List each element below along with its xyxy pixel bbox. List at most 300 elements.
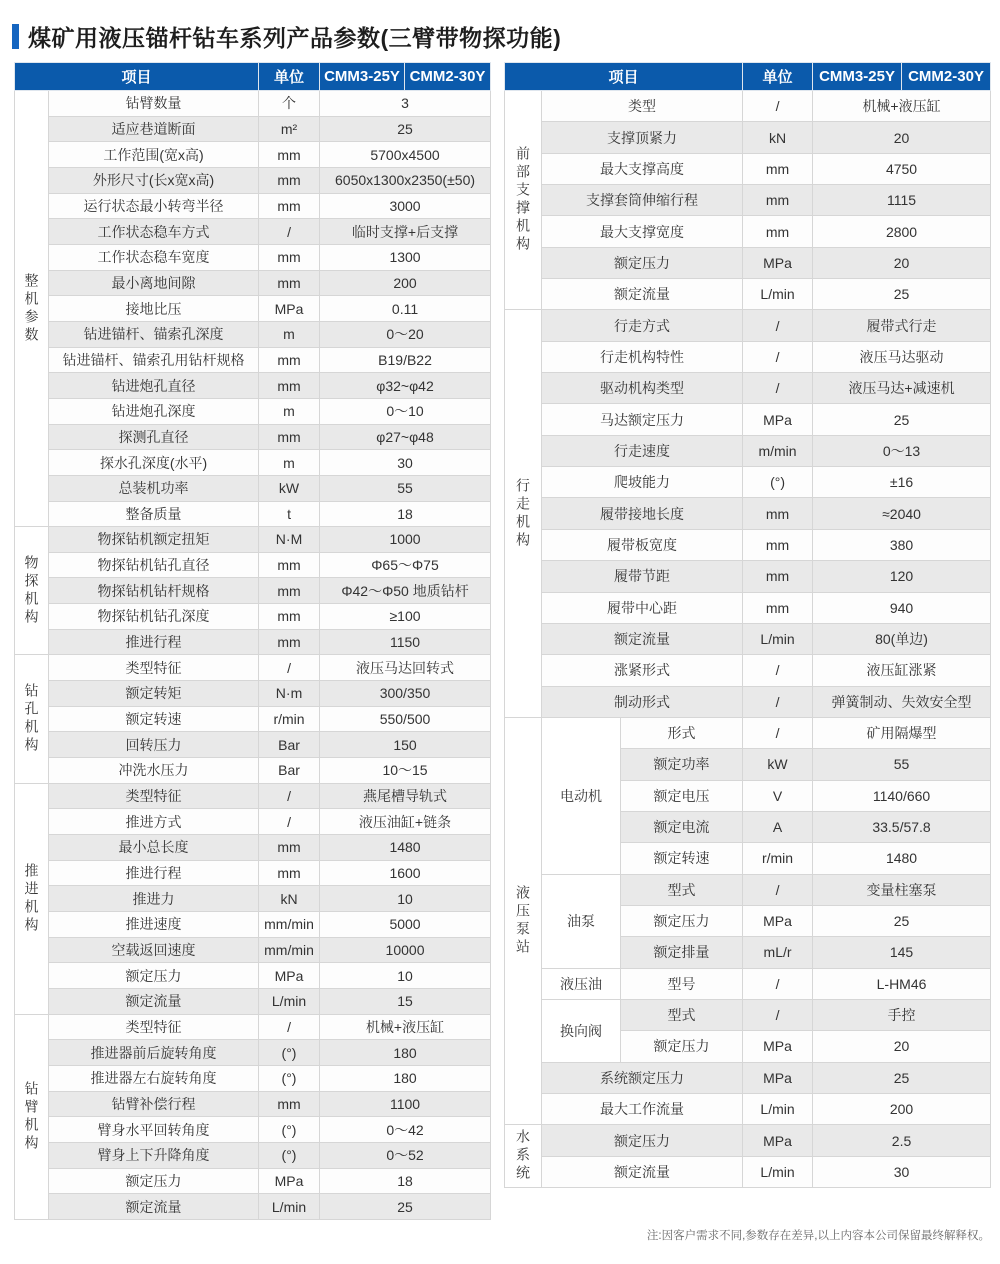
spec-value: 20: [813, 1031, 991, 1062]
column-header-model1: CMM3-25Y: [813, 63, 902, 91]
spec-value: 10000: [320, 937, 491, 963]
spec-item: 钻进锚杆、锚索孔用钻杆规格: [49, 347, 259, 373]
spec-value: 55: [320, 475, 491, 501]
spec-unit: /: [259, 783, 320, 809]
table-row: [15, 578, 491, 604]
table-row: [15, 860, 491, 886]
table-row: [15, 1142, 491, 1168]
spec-value: 6050x1300x2350(±50): [320, 167, 491, 193]
spec-value: 300/350: [320, 681, 491, 707]
spec-unit: mm: [743, 561, 813, 592]
spec-item: 物探钻机钻孔深度: [49, 604, 259, 630]
table-row: [15, 373, 491, 399]
spec-item: 物探钻机额定扭矩: [49, 527, 259, 553]
spec-value: 手控: [813, 999, 991, 1030]
spec-unit: m: [259, 321, 320, 347]
spec-unit: kN: [743, 122, 813, 153]
spec-item: 额定流量: [49, 1194, 259, 1220]
table-row: [15, 912, 491, 938]
table-row: [15, 116, 491, 142]
spec-item: 额定压力: [49, 1168, 259, 1194]
spec-value: 液压马达驱动: [813, 341, 991, 372]
spec-unit: A: [743, 811, 813, 842]
spec-unit: 个: [259, 91, 320, 117]
spec-unit: mm: [259, 347, 320, 373]
spec-value: 10: [320, 963, 491, 989]
spec-value: Φ42～Φ50 地质钻杆: [320, 578, 491, 604]
table-row: [505, 373, 991, 404]
group-label: 推进机构: [15, 783, 49, 1014]
spec-item: 爬坡能力: [542, 467, 743, 498]
spec-unit: /: [743, 655, 813, 686]
spec-unit: MPa: [743, 1125, 813, 1156]
spec-unit: m²: [259, 116, 320, 142]
spec-unit: /: [259, 1014, 320, 1040]
spec-value: 1100: [320, 1091, 491, 1117]
table-row: [15, 937, 491, 963]
subgroup-label: 液压油: [542, 968, 621, 999]
spec-value: 机械+液压缸: [813, 91, 991, 122]
spec-item: 型式: [621, 874, 743, 905]
spec-item: 类型: [542, 91, 743, 122]
spec-value: 18: [320, 501, 491, 527]
spec-value: 15: [320, 988, 491, 1014]
spec-unit: MPa: [743, 1031, 813, 1062]
spec-table-left: [14, 62, 491, 1220]
table-row: [15, 963, 491, 989]
table-row: [505, 153, 991, 184]
spec-unit: /: [743, 999, 813, 1030]
spec-unit: mL/r: [743, 937, 813, 968]
spec-item: 额定流量: [542, 279, 743, 310]
spec-unit: kW: [259, 475, 320, 501]
spec-item: 行走机构特性: [542, 341, 743, 372]
table-row: [505, 467, 991, 498]
table-row: [505, 592, 991, 623]
spec-value: 18: [320, 1168, 491, 1194]
spec-unit: mm: [259, 552, 320, 578]
spec-value: 液压油缸+链条: [320, 809, 491, 835]
column-header-model1: CMM3-25Y: [320, 63, 405, 91]
table-row: [15, 424, 491, 450]
spec-value: Φ65～Φ75: [320, 552, 491, 578]
table-row: [15, 475, 491, 501]
table-row: [15, 270, 491, 296]
group-label: 整机参数: [15, 91, 49, 527]
spec-item: 行走方式: [542, 310, 743, 341]
table-row: [15, 809, 491, 835]
spec-value: 30: [813, 1156, 991, 1187]
spec-value: φ32~φ42: [320, 373, 491, 399]
spec-value: 1150: [320, 629, 491, 655]
spec-unit: (°): [259, 1117, 320, 1143]
table-row: [15, 91, 491, 117]
spec-unit: /: [743, 341, 813, 372]
spec-item: 额定流量: [49, 988, 259, 1014]
table-row: [505, 1094, 991, 1125]
table-row: [15, 142, 491, 168]
spec-value: 履带式行走: [813, 310, 991, 341]
spec-unit: mm: [259, 424, 320, 450]
spec-item: 额定压力: [621, 905, 743, 936]
table-row: [505, 1125, 991, 1156]
table-row: [505, 404, 991, 435]
table-row: [505, 968, 991, 999]
table-row: [15, 244, 491, 270]
spec-unit: /: [259, 655, 320, 681]
table-row: [505, 498, 991, 529]
group-label: 钻臂机构: [15, 1014, 49, 1219]
spec-item: 类型特征: [49, 783, 259, 809]
spec-item: 推进力: [49, 886, 259, 912]
table-row: [15, 1091, 491, 1117]
column-header-model2: CMM2-30Y: [902, 63, 991, 91]
spec-unit: V: [743, 780, 813, 811]
spec-unit: mm/min: [259, 937, 320, 963]
spec-item: 履带接地长度: [542, 498, 743, 529]
spec-item: 额定流量: [542, 623, 743, 654]
table-row: [505, 655, 991, 686]
spec-unit: mm: [259, 142, 320, 168]
spec-value: 2.5: [813, 1125, 991, 1156]
spec-value: 33.5/57.8: [813, 811, 991, 842]
spec-unit: mm: [259, 270, 320, 296]
group-label: 钻孔机构: [15, 655, 49, 783]
spec-item: 推进行程: [49, 860, 259, 886]
table-row: [505, 91, 991, 122]
spec-item: 最大支撑高度: [542, 153, 743, 184]
spec-value: 机械+液压缸: [320, 1014, 491, 1040]
spec-item: 回转压力: [49, 732, 259, 758]
table-row: [505, 1062, 991, 1093]
spec-value: 1000: [320, 527, 491, 553]
spec-unit: N·m: [259, 681, 320, 707]
spec-item: 制动形式: [542, 686, 743, 717]
spec-value: 20: [813, 122, 991, 153]
spec-value: 25: [320, 116, 491, 142]
spec-value: 3000: [320, 193, 491, 219]
spec-unit: mm: [743, 216, 813, 247]
group-label: 物探机构: [15, 527, 49, 655]
table-row: [15, 783, 491, 809]
spec-item: 额定电流: [621, 811, 743, 842]
spec-item: 支撑顶紧力: [542, 122, 743, 153]
spec-value: 1140/660: [813, 780, 991, 811]
group-label: 前部支撑机构: [505, 91, 542, 310]
spec-value: 2800: [813, 216, 991, 247]
spec-item: 外形尺寸(长x宽x高): [49, 167, 259, 193]
column-header-model2: CMM2-30Y: [405, 63, 491, 91]
table-row: [15, 450, 491, 476]
spec-unit: MPa: [743, 905, 813, 936]
spec-value: 30: [320, 450, 491, 476]
spec-item: 额定转速: [621, 843, 743, 874]
table-row: [505, 247, 991, 278]
spec-value: φ27~φ48: [320, 424, 491, 450]
spec-unit: Bar: [259, 732, 320, 758]
spec-item: 推进器左右旋转角度: [49, 1065, 259, 1091]
spec-unit: L/min: [743, 279, 813, 310]
spec-value: 0～13: [813, 435, 991, 466]
spec-item: 最小离地间隙: [49, 270, 259, 296]
spec-unit: MPa: [743, 1062, 813, 1093]
table-row: [15, 193, 491, 219]
table-row: [15, 732, 491, 758]
column-header-item: 项目: [15, 63, 259, 91]
spec-item: 履带节距: [542, 561, 743, 592]
spec-item: 额定排量: [621, 937, 743, 968]
table-row: [505, 561, 991, 592]
table-row: [15, 1040, 491, 1066]
spec-value: 180: [320, 1065, 491, 1091]
spec-item: 总装机功率: [49, 475, 259, 501]
spec-unit: /: [743, 373, 813, 404]
spec-value: 4750: [813, 153, 991, 184]
spec-item: 额定压力: [49, 963, 259, 989]
spec-item: 支撑套筒伸缩行程: [542, 185, 743, 216]
spec-value: 55: [813, 749, 991, 780]
spec-unit: mm: [259, 373, 320, 399]
table-row: [15, 296, 491, 322]
spec-unit: L/min: [743, 623, 813, 654]
spec-unit: MPa: [259, 963, 320, 989]
spec-value: 液压马达回转式: [320, 655, 491, 681]
spec-value: 25: [813, 1062, 991, 1093]
spec-item: 臂身水平回转角度: [49, 1117, 259, 1143]
spec-value: 10: [320, 886, 491, 912]
spec-unit: m/min: [743, 435, 813, 466]
spec-unit: mm: [259, 860, 320, 886]
spec-value: 1600: [320, 860, 491, 886]
table-row: [15, 835, 491, 861]
column-header-unit: 单位: [259, 63, 320, 91]
table-row: [505, 529, 991, 560]
spec-item: 额定压力: [542, 247, 743, 278]
spec-unit: (°): [259, 1065, 320, 1091]
group-label: 行走机构: [505, 310, 542, 717]
spec-value: 0～52: [320, 1142, 491, 1168]
spec-item: 额定压力: [621, 1031, 743, 1062]
table-row: [15, 219, 491, 245]
spec-item: 接地比压: [49, 296, 259, 322]
spec-unit: MPa: [743, 247, 813, 278]
spec-item: 驱动机构类型: [542, 373, 743, 404]
spec-item: 冲洗水压力: [49, 758, 259, 784]
spec-value: 1115: [813, 185, 991, 216]
spec-item: 马达额定压力: [542, 404, 743, 435]
spec-value: 200: [813, 1094, 991, 1125]
spec-item: 履带板宽度: [542, 529, 743, 560]
title-accent-bar: [12, 24, 19, 49]
spec-value: 液压缸涨紧: [813, 655, 991, 686]
spec-unit: mm: [743, 498, 813, 529]
spec-unit: L/min: [259, 988, 320, 1014]
table-row: [505, 341, 991, 372]
spec-item: 推进行程: [49, 629, 259, 655]
spec-unit: L/min: [259, 1194, 320, 1220]
group-label: 液压泵站: [505, 717, 542, 1124]
spec-unit: m: [259, 450, 320, 476]
spec-item: 类型特征: [49, 1014, 259, 1040]
spec-item: 工作范围(宽x高): [49, 142, 259, 168]
table-row: [505, 279, 991, 310]
page-title-row: [12, 20, 561, 53]
spec-value: 矿用隔爆型: [813, 717, 991, 748]
spec-value: 临时支撑+后支撑: [320, 219, 491, 245]
spec-item: 系统额定压力: [542, 1062, 743, 1093]
table-row: [15, 347, 491, 373]
spec-unit: /: [743, 717, 813, 748]
spec-value: ≈2040: [813, 498, 991, 529]
spec-value: 150: [320, 732, 491, 758]
table-row: [505, 1156, 991, 1187]
spec-value: B19/B22: [320, 347, 491, 373]
spec-item: 钻臂补偿行程: [49, 1091, 259, 1117]
spec-item: 额定转矩: [49, 681, 259, 707]
spec-value: 25: [813, 404, 991, 435]
spec-unit: mm: [743, 153, 813, 184]
spec-item: 额定电压: [621, 780, 743, 811]
spec-item: 额定功率: [621, 749, 743, 780]
table-row: [15, 1168, 491, 1194]
spec-unit: r/min: [743, 843, 813, 874]
table-row: [15, 706, 491, 732]
spec-value: 1300: [320, 244, 491, 270]
spec-value: 940: [813, 592, 991, 623]
spec-unit: mm: [259, 629, 320, 655]
spec-item: 探水孔深度(水平): [49, 450, 259, 476]
spec-item: 额定压力: [542, 1125, 743, 1156]
spec-unit: (°): [259, 1142, 320, 1168]
spec-item: 型号: [621, 968, 743, 999]
spec-item: 履带中心距: [542, 592, 743, 623]
spec-unit: L/min: [743, 1094, 813, 1125]
spec-value: 0.11: [320, 296, 491, 322]
spec-item: 整备质量: [49, 501, 259, 527]
spec-item: 物探钻机钻孔直径: [49, 552, 259, 578]
spec-item: 额定转速: [49, 706, 259, 732]
spec-unit: kW: [743, 749, 813, 780]
spec-value: 10～15: [320, 758, 491, 784]
spec-value: 120: [813, 561, 991, 592]
table-row: [15, 321, 491, 347]
table-row: [505, 435, 991, 466]
table-row: [15, 167, 491, 193]
table-row: [505, 216, 991, 247]
column-header-item: 项目: [505, 63, 743, 91]
spec-unit: Bar: [259, 758, 320, 784]
spec-value: 1480: [813, 843, 991, 874]
spec-unit: /: [743, 874, 813, 905]
spec-unit: N·M: [259, 527, 320, 553]
table-row: [15, 552, 491, 578]
spec-item: 钻臂数量: [49, 91, 259, 117]
table-row: [505, 623, 991, 654]
spec-value: 80(单边): [813, 623, 991, 654]
spec-unit: mm: [259, 604, 320, 630]
table-row: [15, 1117, 491, 1143]
subgroup-label: 油泵: [542, 874, 621, 968]
spec-unit: mm: [743, 185, 813, 216]
spec-item: 探测孔直径: [49, 424, 259, 450]
spec-unit: mm/min: [259, 912, 320, 938]
spec-item: 推进速度: [49, 912, 259, 938]
spec-unit: mm: [743, 529, 813, 560]
table-row: [15, 398, 491, 424]
table-row: [15, 681, 491, 707]
table-row: [505, 310, 991, 341]
page-title: 煤矿用液压锚杆钻车系列产品参数(三臂带物探功能): [28, 25, 562, 51]
spec-value: 200: [320, 270, 491, 296]
spec-unit: /: [743, 968, 813, 999]
table-row: [15, 527, 491, 553]
spec-value: ±16: [813, 467, 991, 498]
column-header-unit: 单位: [743, 63, 813, 91]
table-row: [15, 886, 491, 912]
spec-value: 液压马达+减速机: [813, 373, 991, 404]
table-row: [15, 758, 491, 784]
table-row: [15, 655, 491, 681]
spec-item: 型式: [621, 999, 743, 1030]
spec-value: 25: [320, 1194, 491, 1220]
spec-unit: mm: [259, 244, 320, 270]
spec-unit: MPa: [259, 1168, 320, 1194]
spec-item: 推进方式: [49, 809, 259, 835]
table-row: [505, 999, 991, 1030]
table-row: [505, 874, 991, 905]
spec-unit: /: [743, 310, 813, 341]
subgroup-label: 换向阀: [542, 999, 621, 1062]
spec-item: 最小总长度: [49, 835, 259, 861]
spec-item: 最大支撑宽度: [542, 216, 743, 247]
spec-unit: MPa: [259, 296, 320, 322]
spec-table-right: [504, 62, 991, 1188]
spec-unit: mm: [259, 1091, 320, 1117]
spec-unit: mm: [259, 835, 320, 861]
spec-item: 物探钻机钻杆规格: [49, 578, 259, 604]
spec-item: 适应巷道断面: [49, 116, 259, 142]
spec-unit: (°): [743, 467, 813, 498]
spec-value: 5700x4500: [320, 142, 491, 168]
spec-unit: m: [259, 398, 320, 424]
spec-item: 臂身上下升降角度: [49, 1142, 259, 1168]
spec-unit: r/min: [259, 706, 320, 732]
spec-value: ≥100: [320, 604, 491, 630]
spec-unit: mm: [743, 592, 813, 623]
spec-value: 燕尾槽导轨式: [320, 783, 491, 809]
spec-unit: /: [259, 219, 320, 245]
table-row: [505, 122, 991, 153]
spec-value: 3: [320, 91, 491, 117]
spec-unit: /: [259, 809, 320, 835]
spec-unit: t: [259, 501, 320, 527]
table-row: [505, 185, 991, 216]
table-row: [15, 604, 491, 630]
spec-item: 类型特征: [49, 655, 259, 681]
spec-unit: /: [743, 91, 813, 122]
spec-value: 0～10: [320, 398, 491, 424]
spec-value: 变量柱塞泵: [813, 874, 991, 905]
group-label: 水系统: [505, 1125, 542, 1188]
spec-value: 0～20: [320, 321, 491, 347]
spec-unit: MPa: [743, 404, 813, 435]
table-row: [15, 1065, 491, 1091]
spec-value: 380: [813, 529, 991, 560]
table-row: [15, 1014, 491, 1040]
table-row: [15, 988, 491, 1014]
spec-item: 行走速度: [542, 435, 743, 466]
spec-item: 钻进炮孔深度: [49, 398, 259, 424]
